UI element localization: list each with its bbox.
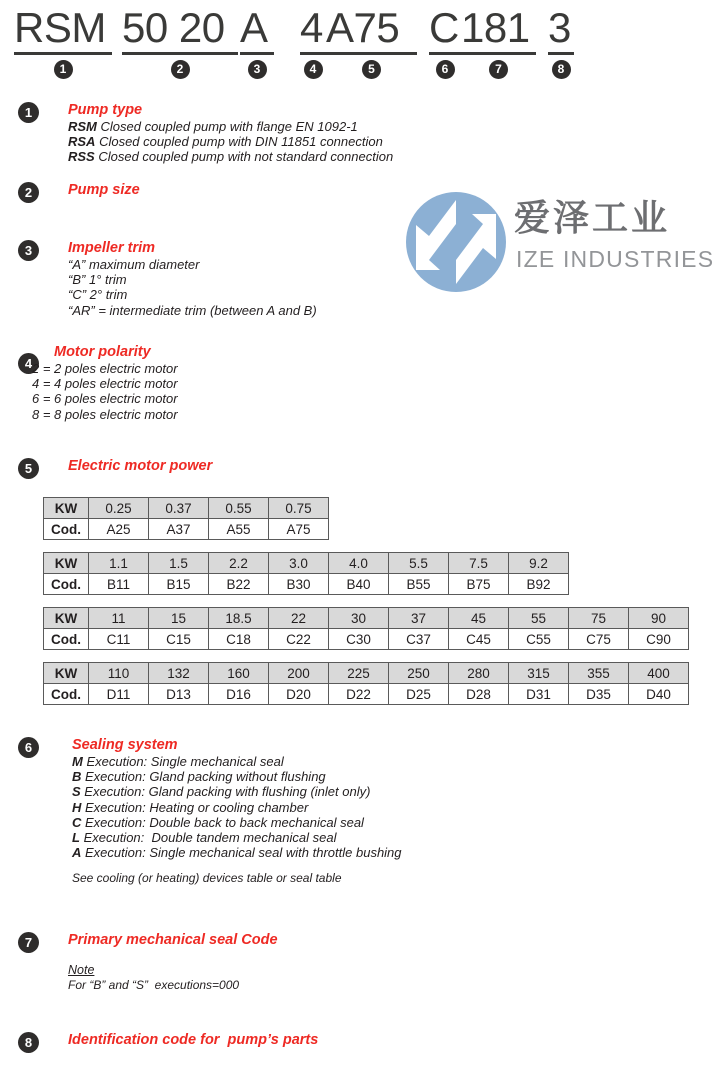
cell-cod-6: D25 [389, 684, 449, 705]
section-bullet-1: 1 [18, 102, 39, 123]
section-body-6 [72, 737, 402, 886]
code-segment-6: C [429, 4, 459, 51]
section-6-line-2 [72, 769, 402, 784]
cell-kw-1: 110 [89, 663, 149, 684]
line-code: C [72, 814, 82, 830]
row-label-cod: Cod. [44, 684, 89, 705]
section-7-note-text: For “B” and “S” executions=000 [68, 978, 240, 992]
cell-cod-5: D22 [329, 684, 389, 705]
cell-kw-8: 55 [509, 608, 569, 629]
code-segment-5: A75 [326, 4, 400, 51]
cell-kw-3: 18.5 [209, 608, 269, 629]
cell-kw-4: 0.75 [269, 498, 329, 519]
code-marker-2: 2 [171, 60, 190, 79]
line-text: Execution: Gland packing without flushing [81, 769, 326, 785]
code-segment-3: A [240, 4, 268, 51]
section-3-line-3 [68, 287, 317, 302]
cell-kw-4: 200 [269, 663, 329, 684]
line-code: H [72, 799, 82, 815]
power-table-4 [43, 662, 689, 705]
line-code: RSM [68, 119, 97, 134]
code-marker-4: 4 [304, 60, 323, 79]
code-marker-6: 6 [436, 60, 455, 79]
product-code-header [0, 0, 716, 90]
section-title-5: Electric motor power [68, 458, 213, 474]
section-title-8: Identification code for pump’s parts [68, 1032, 319, 1048]
line-text: 4 = 4 poles electric motor [32, 376, 178, 392]
cell-kw-3: 2.2 [209, 553, 269, 574]
power-table-1 [43, 497, 329, 540]
cell-cod-4: A75 [269, 519, 329, 540]
cell-cod-10: D40 [629, 684, 689, 705]
section-title-2: Pump size [68, 182, 140, 198]
code-marker-5: 5 [362, 60, 381, 79]
code-segment-underline-3 [240, 52, 274, 55]
section-body-5 [68, 458, 212, 475]
section-4-line-3 [32, 391, 178, 406]
line-text: “A” maximum diameter [68, 257, 200, 272]
line-text: Execution: Double tandem mechanical seal [79, 830, 337, 846]
table-row [44, 608, 689, 629]
cell-cod-7: B75 [449, 574, 509, 595]
cell-kw-6: 5.5 [389, 553, 449, 574]
line-text: Execution: Double back to back mechanical seal [81, 814, 364, 830]
line-text: Execution: Heating or cooling chamber [81, 799, 309, 815]
code-segment-underline-4 [300, 52, 326, 55]
cell-cod-2: B15 [149, 574, 209, 595]
section-6-footnote: See cooling (or heating) devices table or seal table [72, 871, 342, 886]
table-row [44, 574, 569, 595]
code-segment-underline-1 [14, 52, 112, 55]
line-code: A [72, 845, 82, 861]
code-segment-underline-6 [429, 52, 461, 55]
section-body-7 [68, 932, 278, 993]
line-text: Execution: Single mechanical seal [82, 754, 284, 769]
line-text: Closed coupled pump with flange EN 1092-1 [96, 119, 358, 134]
section-4-line-2 [32, 376, 178, 391]
cell-cod-2: D13 [149, 684, 209, 705]
code-segment-8: 3 [548, 4, 571, 51]
row-label-kw: KW [44, 608, 89, 629]
code-marker-3: 3 [248, 60, 267, 79]
cell-kw-7: 280 [449, 663, 509, 684]
cell-cod-3: D16 [209, 684, 269, 705]
cell-cod-7: C45 [449, 629, 509, 650]
section-6-line-7 [72, 845, 402, 860]
section-title-4: Motor polarity [54, 344, 151, 360]
line-text: 8 = 8 poles electric motor [32, 406, 178, 422]
section-4-line-1 [32, 361, 178, 376]
section-bullet-4: 4 [18, 353, 39, 374]
cell-cod-5: B40 [329, 574, 389, 595]
code-segment-underline-8 [548, 52, 574, 55]
line-code: RSS [68, 149, 95, 165]
cell-kw-7: 7.5 [449, 553, 509, 574]
cell-cod-3: B22 [209, 574, 269, 595]
line-code: RSA [68, 134, 96, 150]
line-code: L [72, 830, 80, 846]
line-text: Closed coupled pump with DIN 11851 connection [95, 134, 383, 150]
logo-mark-icon [406, 192, 506, 292]
cell-kw-3: 0.55 [209, 498, 269, 519]
cell-kw-4: 22 [269, 608, 329, 629]
section-body-8 [68, 1032, 318, 1049]
cell-kw-5: 30 [329, 608, 389, 629]
section-6-line-6 [72, 830, 402, 845]
section-title-6: Sealing system [72, 737, 178, 753]
power-table-2 [43, 552, 569, 595]
cell-cod-8: B92 [509, 574, 569, 595]
code-marker-7: 7 [489, 60, 508, 79]
cell-cod-10: C90 [629, 629, 689, 650]
section-title-7: Primary mechanical seal Code [68, 932, 278, 948]
code-segment-1: RSM [14, 4, 106, 51]
company-logo [406, 192, 715, 292]
section-bullet-6: 6 [18, 737, 39, 758]
line-text: “AR” = intermediate trim (between A and B) [68, 302, 317, 318]
cell-kw-5: 4.0 [329, 553, 389, 574]
cell-kw-5: 225 [329, 663, 389, 684]
cell-cod-9: D35 [569, 684, 629, 705]
cell-kw-10: 400 [629, 663, 689, 684]
line-code: S [72, 784, 81, 800]
section-body-4 [32, 344, 178, 422]
cell-kw-1: 1.1 [89, 553, 149, 574]
line-text: Execution: Single mechanical seal with throttle bushing [81, 845, 402, 861]
section-6-line-1 [72, 754, 402, 769]
line-text: “C” 2° trim [68, 287, 128, 303]
line-text: Closed coupled pump with not standard connection [94, 149, 394, 165]
row-label-cod: Cod. [44, 629, 89, 650]
section-body-1 [68, 102, 393, 165]
row-label-kw: KW [44, 663, 89, 684]
table-row [44, 684, 689, 705]
section-bullet-7: 7 [18, 932, 39, 953]
cell-kw-1: 11 [89, 608, 149, 629]
code-segment-2: 50 20 [122, 4, 225, 51]
cell-kw-2: 1.5 [149, 553, 209, 574]
table-row [44, 553, 569, 574]
cell-kw-6: 37 [389, 608, 449, 629]
cell-cod-3: A55 [209, 519, 269, 540]
code-segment-underline-2 [122, 52, 238, 55]
section-3-line-4 [68, 303, 317, 318]
logo-english-text: IZE INDUSTRIES [516, 246, 715, 272]
cell-cod-5: C30 [329, 629, 389, 650]
cell-cod-2: C15 [149, 629, 209, 650]
section-7-note-label: Note [68, 963, 95, 977]
cell-kw-8: 315 [509, 663, 569, 684]
cell-cod-9: C75 [569, 629, 629, 650]
table-row [44, 663, 689, 684]
cell-cod-8: D31 [509, 684, 569, 705]
cell-kw-7: 45 [449, 608, 509, 629]
row-label-cod: Cod. [44, 519, 89, 540]
line-text: Execution: Gland packing with flushing (inlet only) [80, 784, 371, 800]
cell-kw-9: 75 [569, 608, 629, 629]
cell-kw-4: 3.0 [269, 553, 329, 574]
table-row [44, 629, 689, 650]
cell-cod-2: A37 [149, 519, 209, 540]
line-text: 2 = 2 poles electric motor [32, 361, 178, 376]
section-3-line-1 [68, 257, 317, 272]
cell-cod-4: B30 [269, 574, 329, 595]
cell-cod-7: D28 [449, 684, 509, 705]
logo-chinese-text: 爱泽工业 [514, 198, 671, 239]
line-code: B [72, 769, 82, 785]
cell-kw-10: 90 [629, 608, 689, 629]
row-label-kw: KW [44, 498, 89, 519]
section-1-line-2 [68, 134, 393, 149]
cell-cod-1: A25 [89, 519, 149, 540]
code-segment-underline-5 [326, 52, 417, 55]
table-row [44, 519, 329, 540]
cell-cod-3: C18 [209, 629, 269, 650]
cell-kw-9: 355 [569, 663, 629, 684]
code-segment-4: 4 [300, 4, 323, 51]
section-4-line-4 [32, 407, 178, 422]
section-1-line-3 [68, 149, 393, 164]
section-bullet-3: 3 [18, 240, 39, 261]
cell-cod-4: D20 [269, 684, 329, 705]
cell-cod-1: B11 [89, 574, 149, 595]
cell-kw-2: 15 [149, 608, 209, 629]
section-bullet-8: 8 [18, 1032, 39, 1053]
line-code: M [72, 754, 83, 769]
section-6-line-4 [72, 800, 402, 815]
section-6-line-5 [72, 815, 402, 830]
cell-kw-2: 132 [149, 663, 209, 684]
cell-cod-8: C55 [509, 629, 569, 650]
section-bullet-2: 2 [18, 182, 39, 203]
cell-kw-3: 160 [209, 663, 269, 684]
section-title-1: Pump type [68, 102, 143, 118]
line-text: “B” 1° trim [68, 272, 127, 288]
section-3-line-2 [68, 272, 317, 287]
code-marker-1: 1 [54, 60, 73, 79]
section-body-3 [68, 240, 317, 318]
section-title-3: Impeller trim [68, 240, 156, 256]
cell-kw-8: 9.2 [509, 553, 569, 574]
section-body-2 [68, 182, 140, 199]
section-bullet-5: 5 [18, 458, 39, 479]
power-table-3 [43, 607, 689, 650]
section-1-line-1 [68, 119, 393, 134]
row-label-kw: KW [44, 553, 89, 574]
cell-cod-1: C11 [89, 629, 149, 650]
cell-cod-6: B55 [389, 574, 449, 595]
cell-cod-6: C37 [389, 629, 449, 650]
cell-kw-6: 250 [389, 663, 449, 684]
section-6-line-3 [72, 784, 402, 799]
cell-cod-1: D11 [89, 684, 149, 705]
code-segment-7: 181 [461, 4, 530, 51]
code-segment-underline-7 [461, 52, 536, 55]
cell-kw-2: 0.37 [149, 498, 209, 519]
row-label-cod: Cod. [44, 574, 89, 595]
code-marker-8: 8 [552, 60, 571, 79]
line-text: 6 = 6 poles electric motor [32, 391, 178, 407]
table-row [44, 498, 329, 519]
cell-cod-4: C22 [269, 629, 329, 650]
cell-kw-1: 0.25 [89, 498, 149, 519]
